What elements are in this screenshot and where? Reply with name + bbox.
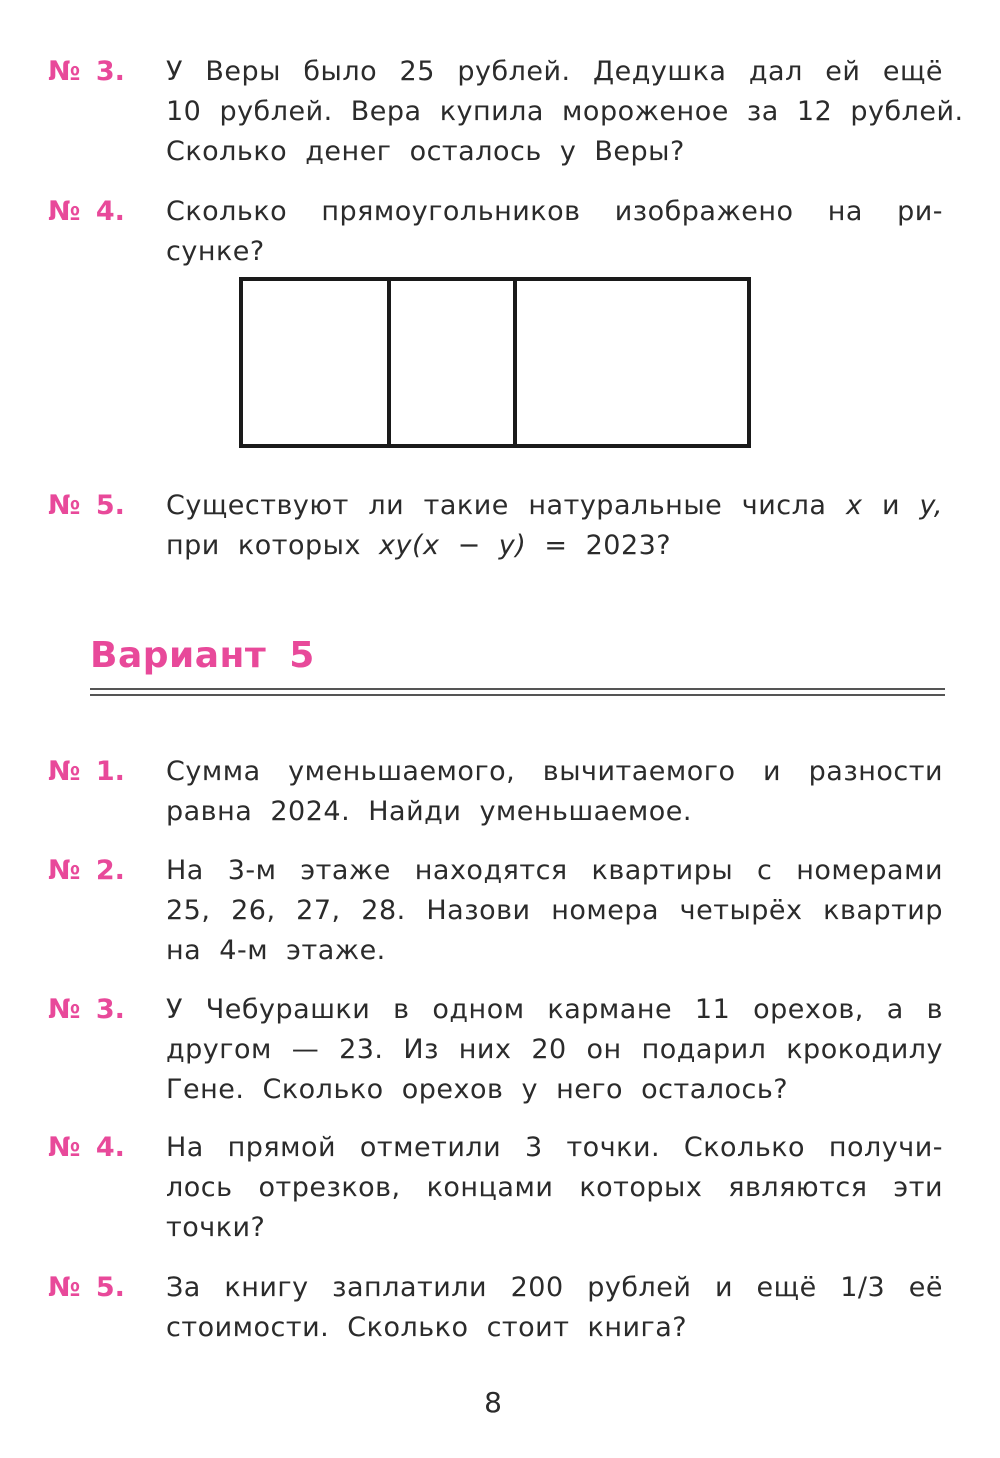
variable-x: x — [845, 490, 863, 521]
problem-number: № 3. — [48, 56, 125, 87]
problem-text — [166, 990, 943, 1110]
text-line — [166, 486, 943, 526]
text-line: на 4-м этаже. — [166, 935, 386, 966]
rectangles-figure — [238, 276, 752, 450]
problem-text — [166, 752, 943, 832]
math-expression: xy(x − y) — [379, 530, 527, 561]
text-line: Сколько денег осталось у Веры? — [166, 136, 685, 167]
problem-number: № 2. — [48, 855, 125, 886]
text-segment: при которых — [166, 530, 380, 561]
problem-text — [166, 1128, 943, 1248]
problem-number: № 5. — [48, 1272, 125, 1303]
text-line: 10 рублей. Вера купила мороженое за 12 рублей. — [166, 96, 964, 127]
problem-number: № 5. — [48, 490, 125, 521]
problem-text — [166, 192, 943, 272]
text-line: У Веры было 25 рублей. Дедушка дал ей ещё — [166, 56, 943, 87]
text-line — [166, 526, 943, 566]
heading-double-rule — [90, 688, 945, 696]
variant-heading: Вариант 5 — [90, 635, 315, 676]
text-line: Сколько прямоугольников изображено на ри- — [166, 196, 943, 227]
problem-text — [166, 486, 943, 566]
problem-number: № 3. — [48, 994, 125, 1025]
problem-text — [166, 52, 964, 172]
text-line: Гене. Сколько орехов у него осталось? — [166, 1074, 789, 1105]
text-line: равна 2024. Найди уменьшаемое. — [166, 796, 692, 827]
text-line: стоимости. Сколько стоит книга? — [166, 1312, 688, 1343]
text-line: другом — 23. Из них 20 он подарил крокодилу — [166, 1034, 943, 1065]
problem-text — [166, 1268, 943, 1348]
problem-text — [166, 851, 943, 971]
text-line: За книгу заплатили 200 рублей и ещё 1/3 её — [166, 1272, 943, 1303]
page-number: 8 — [484, 1386, 502, 1419]
text-line: точки? — [166, 1212, 266, 1243]
text-line: сунке? — [166, 236, 265, 267]
text-segment: = 2023? — [526, 530, 672, 561]
text-line: У Чебурашки в одном кармане 11 орехов, а в — [166, 994, 943, 1025]
text-line: 25, 26, 27, 28. Назови номера четырёх квартир — [166, 895, 943, 926]
text-line: лось отрезков, концами которых являются эти — [166, 1172, 943, 1203]
problem-number: № 4. — [48, 196, 125, 227]
text-segment: Существуют ли такие натуральные числа — [166, 490, 846, 521]
outer-rectangle — [241, 279, 749, 446]
text-segment: и — [862, 490, 920, 521]
text-line: На прямой отметили 3 точки. Сколько получи- — [166, 1132, 943, 1163]
variable-y: y, — [919, 490, 943, 521]
text-line: На 3-м этаже находятся квартиры с номерами — [166, 855, 943, 886]
text-line: Сумма уменьшаемого, вычитаемого и разности — [166, 756, 943, 787]
problem-number: № 1. — [48, 756, 125, 787]
problem-number: № 4. — [48, 1132, 125, 1163]
